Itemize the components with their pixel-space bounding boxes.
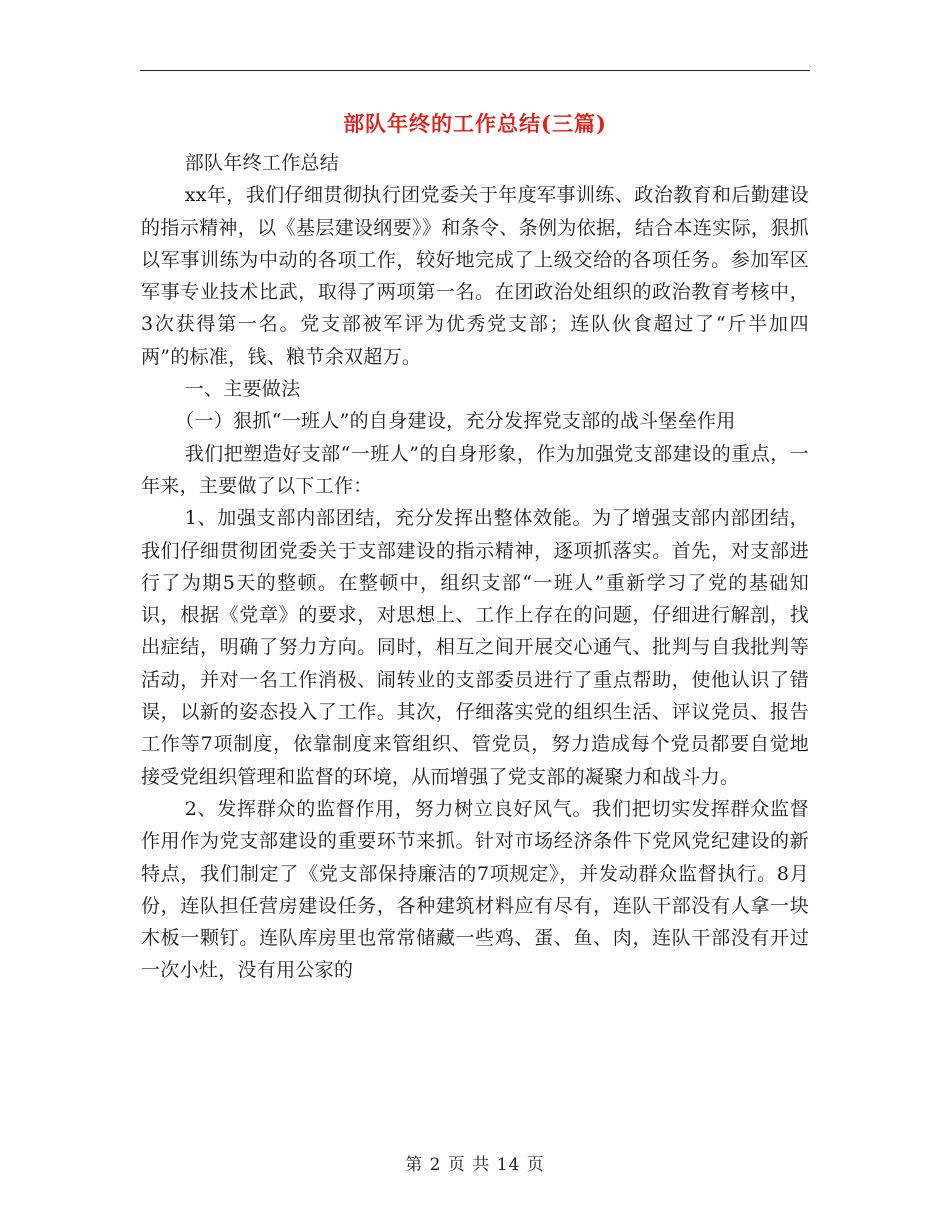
paragraph: 1、加强支部内部团结，充分发挥出整体效能。为了增强支部内部团结，我们仔细贯彻团党委关于支部建设的指示精神，逐项抓落实。首先，对支部进行了为期5天的整顿。在整顿中，组织支部“一班人”重新学习了党的基础知识，根据《党章》的要求，对思想上、工作上存在的问题，仔细进行解剖，找出症结，明确了努力方向。同时，相互之间开展交心通气、批判与自我批判等活动，并对一名工作消极、闹转业的支部委员进行了重点帮助，使他认识了错误，以新的姿态投入了工作。其次，仔细落实党的组织生活、评议党员、报告工作等7项制度，依靠制度来管组织、管党员，努力造成每个党员都要自觉地接受党组织管理和监督的环境，从而增强了党支部的凝聚力和战斗力。 (141, 507, 809, 788)
subsection-heading: （一）狠抓“一班人”的自身建设，充分发挥党支部的战斗堡垒作用 (175, 410, 736, 433)
header-rule (140, 70, 810, 71)
document-title: 部队年终的工作总结(三篇) (343, 111, 607, 136)
document-body (141, 147, 809, 987)
section-heading: 部队年终工作总结 (184, 152, 340, 174)
paragraph: 我们把塑造好支部“一班人”的自身形象，作为加强党支部建设的重点，一年来，主要做了以下工作： (141, 442, 809, 497)
paragraph: xx年，我们仔细贯彻执行团党委关于年度军事训练、政治教育和后勤建设的指示精神，以《基层建设纲要》》和条令、条例为依据，结合本连实际，狠抓以军事训练为中动的各项工作，较好地完成了上级交给的各项任务。参加军区军事专业技术比武，取得了两项第一名。在团政治处组织的政治教育考核中，3次获得第一名。党支部被军评为优秀党支部；连队伙食超过了“斤半加四两”的标准，钱、粮节余双超万。 (141, 184, 809, 368)
page-number: 第 2 页 共 14 页 (405, 1155, 545, 1175)
paragraph: 2、发挥群众的监督作用，努力树立良好风气。我们把切实发挥群众监督作用作为党支部建设的重要环节来抓。针对市场经济条件下党风党纪建设的新特点，我们制定了《党支部保持廉洁的7项规定》，并发动群众监督执行。8月份，连队担任营房建设任务，各种建筑材料应有尽有，连队干部没有人拿一块木板一颗钉。连队库房里也常常储藏一些鸡、蛋、鱼、肉，连队干部没有开过一次小灶，没有用公家的 (141, 797, 809, 982)
section-heading: 一、主要做法 (184, 378, 301, 401)
